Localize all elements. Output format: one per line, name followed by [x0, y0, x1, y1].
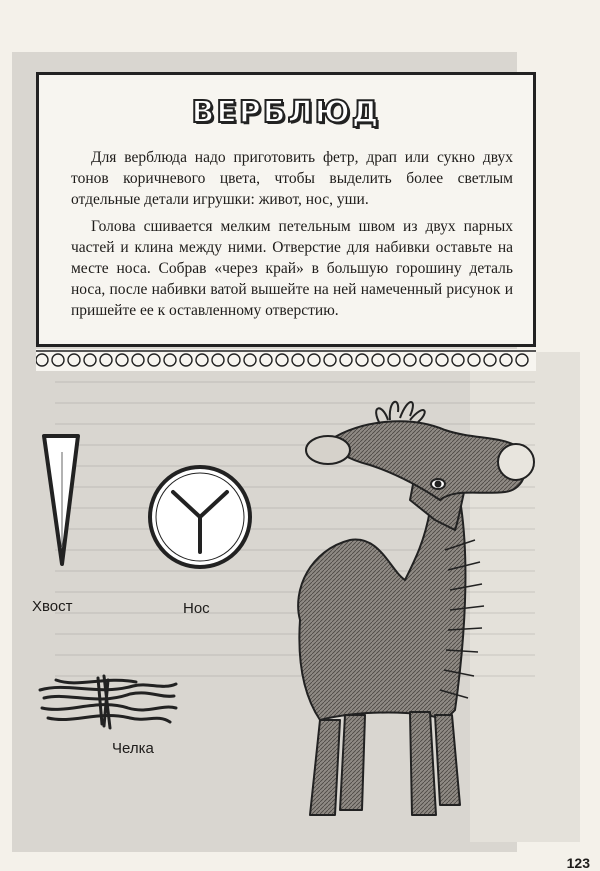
lace-border — [36, 349, 536, 371]
tail-label: Хвост — [32, 598, 73, 615]
article-paragraph-1: Для верблюда надо приготовить фетр, драп или сукно двух тонов коричневого цвета, чтобы выделить более светлым отдельные детали игрушки: живот, нос, уши. — [71, 149, 513, 208]
article-title: ВЕРБЛЮД — [191, 95, 381, 130]
fringe-icon — [38, 668, 178, 738]
nose-label: Нос — [183, 600, 210, 617]
nose-icon — [145, 452, 255, 582]
fringe-label: Челка — [112, 740, 154, 757]
article-text-box — [36, 72, 536, 347]
page-number: 123 — [566, 855, 590, 871]
article-paragraph-2: Голова сшивается мелким петельным швом из двух парных частей и клина между ними. Отверстие для набивки оставьте на месте носа. Собрав «через край» в большую горошину деталь носа, после набивки ватой вышейте на ней намеченный рисунок и пришейте ее к оставленному отверстию. — [71, 218, 513, 319]
tail-icon — [36, 432, 86, 582]
camel-illustration — [240, 390, 540, 830]
